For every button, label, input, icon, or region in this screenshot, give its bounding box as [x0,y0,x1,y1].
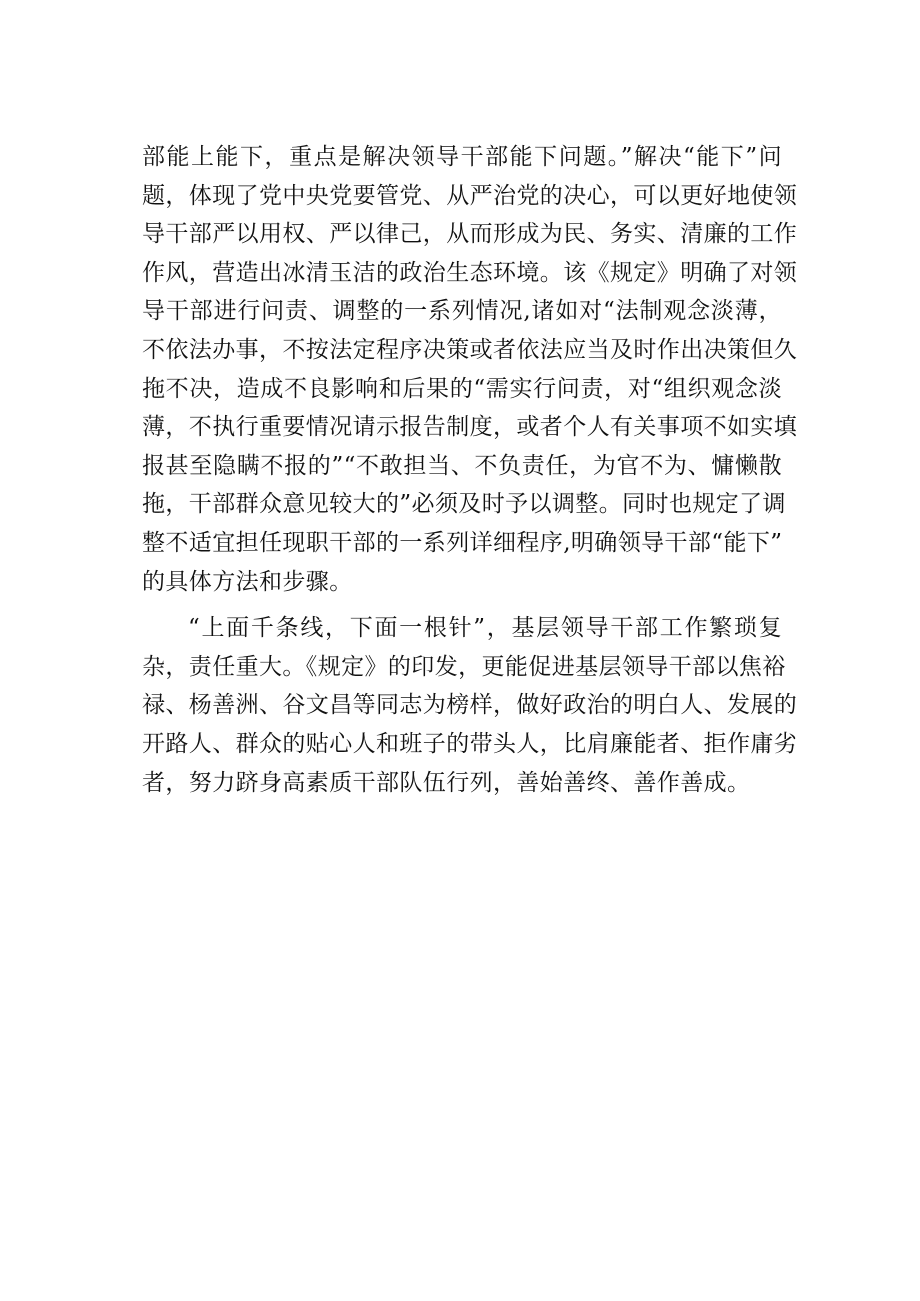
text-line: 作风，营造出冰清玉洁的政治生态环境。该《规定》明确了对领 [142,259,798,286]
text-line: 题，体现了党中央党要管党、从严治党的决心，可以更好地使领 [142,182,798,209]
text-line: 不依法办事，不按法定程序决策或者依法应当及时作出决策但久 [142,336,798,363]
paragraph-spacer [142,601,782,609]
text-line: 导干部进行问责、调整的一系列情况,诸如对“法制观念淡薄， [142,298,782,325]
text-line: 的具体方法和步骤。 [142,568,353,595]
text-line: 开路人、群众的贴心人和班子的带头人，比肩廉能者、拒作庸劣 [142,730,798,757]
text-line: 薄，不执行重要情况请示报告制度，或者个人有关事项不如实填 [142,414,798,441]
text-line: 拖，干部群众意见较大的”必须及时予以调整。同时也规定了调 [142,491,786,518]
text-line: 整不适宜担任现职干部的一系列详细程序,明确领导干部“能下” [142,529,783,556]
paragraph-2 [142,609,798,802]
paragraph-1 [142,138,798,601]
text-line: 报甚至隐瞒不报的”“不敢担当、不负责任，为官不为、慵懒散 [142,452,782,479]
text-line: 部能上能下，重点是解决领导干部能下问题。”解决“能下”问 [142,144,782,170]
text-line: 者，努力跻身高素质干部队伍行列，善始善终、善作善成。 [142,769,751,796]
text-line: 禄、杨善洲、谷文昌等同志为榜样，做好政治的明白人、发展的 [142,692,798,719]
text-line: “上面千条线，下面一根针”，基层领导干部工作繁琐复 [188,615,782,642]
text-line: 导干部严以用权、严以律己，从而形成为民、务实、清廉的工作 [142,221,798,248]
text-line: 拖不决，造成不良影响和后果的“需实行问责，对“组织观念淡 [142,375,782,402]
body-text [142,138,798,802]
text-line: 杂，责任重大。《规定》的印发，更能促进基层领导干部以焦裕 [142,653,786,680]
